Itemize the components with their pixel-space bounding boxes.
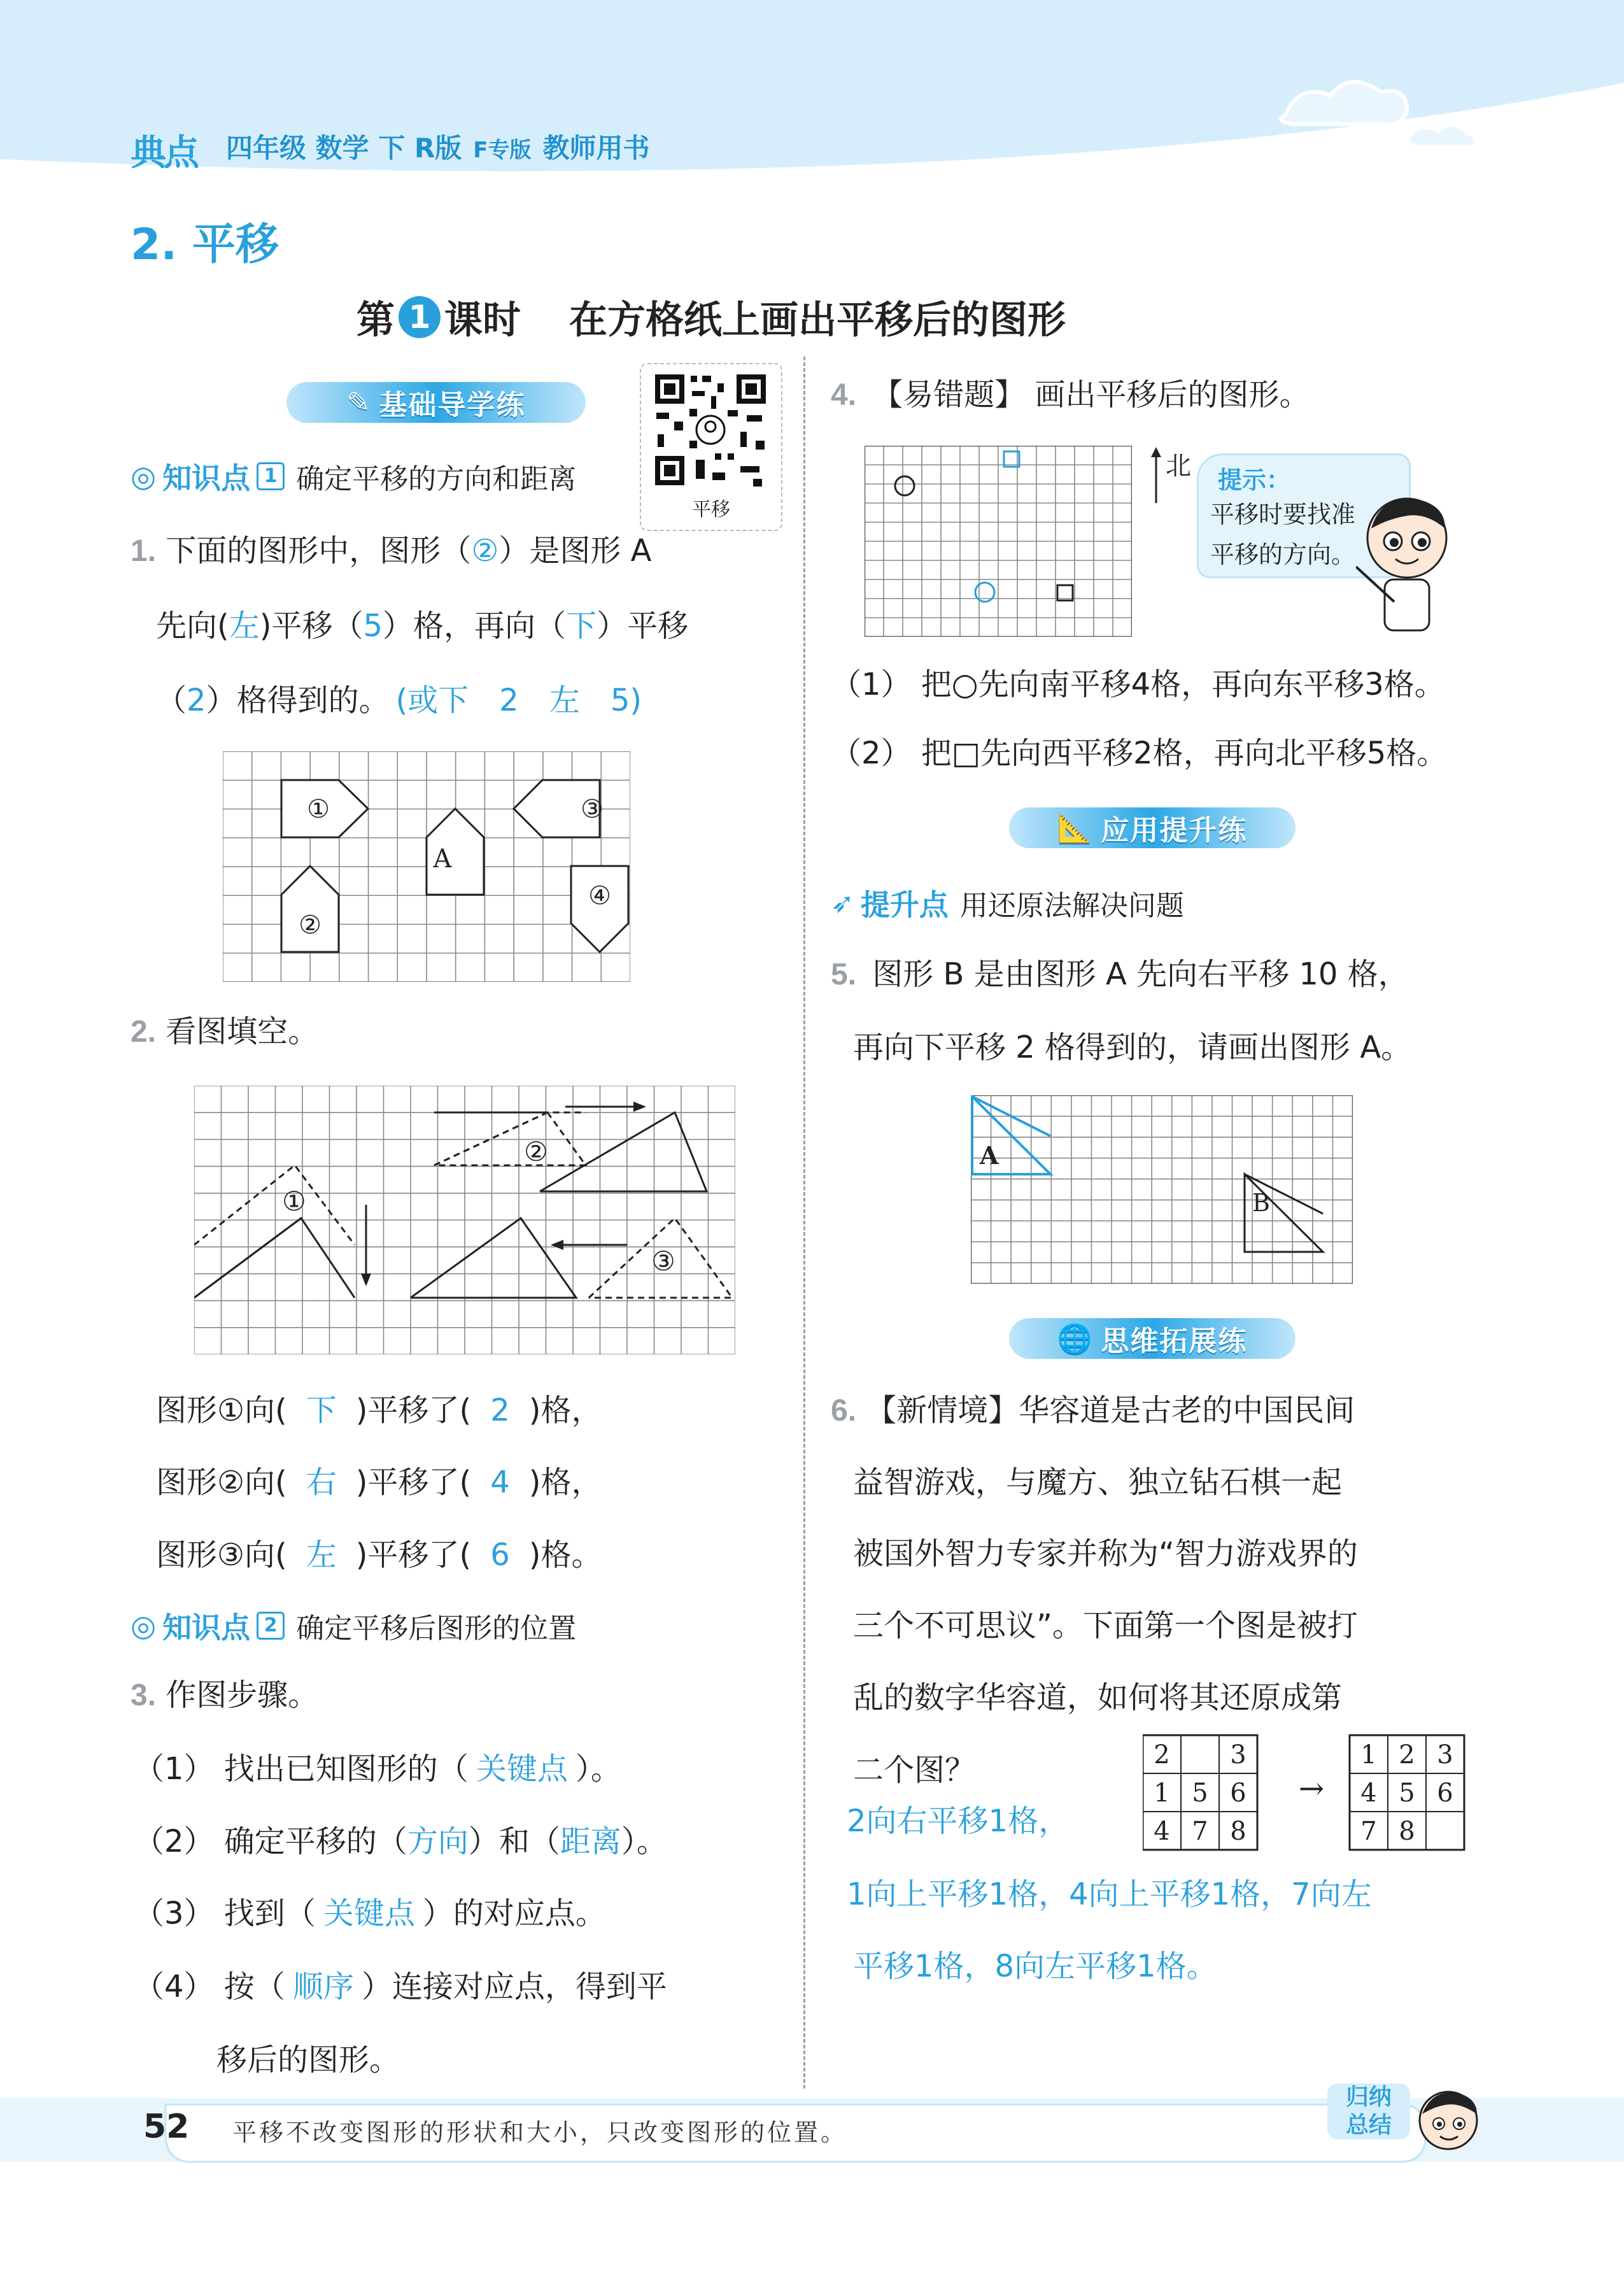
q6-text: 【新情境】华容道是古老的中国民间: [866, 1393, 1355, 1428]
q6-line3: 被国外智力专家并称为“智力游戏界的: [853, 1536, 1358, 1572]
summary-tag-line1: 归纳: [1345, 2084, 1392, 2110]
puzzle-number: 4: [1360, 1778, 1377, 1808]
huarong-puzzle-figure: [1143, 1729, 1499, 1856]
q6-line2: 益智游戏，与魔方、独立钻石棋一起: [853, 1465, 1343, 1500]
brand-logo: [131, 125, 220, 174]
q5-label-A: A: [980, 1141, 999, 1170]
q5-grid-figure: [971, 1095, 1353, 1284]
q2-text: )平移了(: [355, 1537, 472, 1573]
q3-step1: [134, 1750, 621, 1788]
q5-label-B: B: [1252, 1189, 1270, 1217]
q1-text: ）平移: [597, 608, 689, 644]
q1-text: 先向(: [156, 608, 229, 644]
q3-text: ）。: [621, 1824, 667, 1859]
edition-text: F专版: [473, 138, 532, 163]
q6-answer-line1: 2向右平移1格，: [847, 1803, 1070, 1839]
q2-label-3: ③: [651, 1246, 675, 1277]
puzzle-solved: [1350, 1735, 1464, 1850]
q1-label-4: ④: [588, 881, 611, 911]
q3-text: ）连接对应点，得到平: [361, 1969, 667, 2005]
q1-text: ）格得到的。: [206, 683, 390, 718]
lesson-topic: 在方格纸上画出平移后的图形: [569, 298, 1066, 343]
q2-answer-dist3[interactable]: 6: [490, 1537, 510, 1573]
q1-line3: [156, 681, 642, 720]
target-icon: ◎: [131, 1608, 157, 1643]
q2-text: )平移了(: [355, 1465, 472, 1500]
q6-answer-line3: 平移1格，8向左平移1格。: [853, 1949, 1217, 1984]
hint-line-2: 平移的方向。: [1210, 541, 1356, 569]
q2-answer-dist2[interactable]: 4: [490, 1465, 510, 1500]
puzzle-number: 2: [1399, 1740, 1415, 1770]
puzzle-number: 5: [1192, 1778, 1208, 1808]
q3-text: （1） 找出已知图形的（: [134, 1751, 469, 1787]
north-indicator: [1149, 446, 1191, 503]
puzzle-cell: [1181, 1735, 1219, 1773]
series-text: 四年级 数学 下 R版: [226, 132, 462, 164]
q1-answer-dist1[interactable]: 5: [363, 608, 383, 644]
puzzle-number: 3: [1437, 1740, 1453, 1770]
puzzle-number: 1: [1360, 1740, 1377, 1770]
q2-grid-figure: [194, 1086, 735, 1354]
puzzle-number: 1: [1154, 1778, 1170, 1808]
q2-text: )平移了(: [355, 1393, 472, 1428]
q3-text: ）。: [575, 1751, 621, 1787]
basic-practice-label: 基础导学练: [379, 389, 526, 422]
q4-circle-original: [895, 476, 914, 495]
q3-answer-key-point[interactable]: 关键点: [476, 1751, 568, 1787]
q2-text: 看图填空。: [166, 1014, 319, 1049]
q1-label-1: ①: [307, 795, 330, 824]
q3-text: （2） 确定平移的（: [134, 1824, 407, 1859]
q3-text: （4） 按（: [134, 1969, 285, 2005]
q6-answer-line2: 1向上平移1格，4向上平移1格，7向左: [847, 1877, 1372, 1912]
q5-line1: [831, 955, 1409, 994]
q2-shape-3: [411, 1218, 576, 1298]
q2-title: [131, 1012, 318, 1051]
cartoon-boy-icon: [1356, 490, 1458, 637]
summary-text: 平移不改变图形的形状和大小，只改变图形的位置。: [232, 2119, 848, 2147]
q2-answer-dist1[interactable]: 2: [490, 1393, 510, 1428]
puzzle-number: 5: [1399, 1778, 1415, 1808]
q2-answer-dir1[interactable]: 下: [306, 1393, 337, 1428]
q1-line2: [156, 607, 688, 645]
qr-caption: 平移: [692, 499, 730, 521]
q3-step3: [134, 1894, 606, 1933]
q1-text: （: [156, 683, 187, 718]
basic-practice-banner: [286, 382, 586, 423]
q3-step4: [134, 1968, 667, 2006]
knowledge-point-number: 2: [257, 1612, 285, 1640]
summary-tag: [1327, 2084, 1410, 2140]
q2-number: 2.: [131, 1015, 157, 1049]
puzzle-scrambled: [1143, 1735, 1257, 1850]
hint-title: 提示：: [1218, 466, 1291, 494]
knowledge-point-number: 1: [257, 462, 285, 490]
book-series: [226, 127, 649, 166]
lesson-title: [357, 290, 1066, 344]
puzzle-number: 7: [1360, 1817, 1377, 1846]
qr-code[interactable]: [640, 363, 782, 531]
q2-shape-1-dashed: [194, 1165, 355, 1245]
q2-shape-2-dashed: [434, 1112, 586, 1165]
upgrade-point-text: 用还原法解决问题: [959, 890, 1184, 922]
q4-number: 4.: [831, 378, 857, 412]
q1-text: 下面的图形中，图形（: [166, 533, 472, 569]
q1-line1: [131, 532, 651, 571]
page-number: 52: [143, 2108, 190, 2146]
think-practice-banner: [1009, 1318, 1296, 1359]
q3-answer-key-point-2[interactable]: 关键点: [323, 1896, 415, 1931]
q1-answer-shape[interactable]: ②: [471, 533, 499, 569]
section-title: 2. 平移: [131, 220, 279, 270]
q6-number: 6.: [831, 1394, 857, 1428]
brand-text: 典点: [131, 132, 197, 174]
upgrade-point: [831, 882, 1184, 924]
q2-row3: [156, 1536, 602, 1574]
q1-grid-figure: [223, 751, 630, 982]
qr-code-icon: [651, 371, 770, 489]
q3-step2: [134, 1822, 667, 1861]
q5-text: 图形 B 是由图形 A 先向右平移 10 格，: [872, 956, 1409, 992]
q1-alternative-answer: (或下 2 左 5): [395, 683, 642, 718]
q2-row1: [156, 1391, 602, 1430]
q3-number: 3.: [131, 1679, 157, 1712]
q6-line4: 三个不可思议”。下面第一个图是被打: [853, 1608, 1358, 1644]
target-icon: ◎: [131, 459, 157, 493]
q1-label-2: ②: [299, 911, 321, 940]
puzzle-number: 7: [1192, 1817, 1208, 1846]
q3-text: ）的对应点。: [422, 1896, 606, 1931]
q4-grid-figure: [865, 446, 1132, 637]
q2-text: 图形②向(: [156, 1465, 287, 1500]
q6-line1: [831, 1391, 1355, 1430]
puzzle-number: 6: [1230, 1778, 1246, 1808]
lesson-number-badge: 1: [399, 296, 441, 338]
q2-row2: [156, 1463, 602, 1502]
q4-title: [831, 376, 1310, 415]
puzzle-arrow-icon: →: [1298, 1771, 1325, 1807]
puzzle-number: 2: [1154, 1740, 1170, 1770]
summary-tag-line2: 总结: [1345, 2112, 1392, 2138]
q5-number: 5.: [831, 958, 857, 991]
q6-line5: 乱的数字华容道，如何将其还原成第: [853, 1680, 1343, 1715]
lesson-suffix: 课时: [444, 298, 521, 343]
apply-practice-banner: [1009, 807, 1296, 848]
knowledge-point-text: 确定平移的方向和距离: [296, 463, 577, 495]
q3-answer-distance[interactable]: 距离: [560, 1824, 621, 1859]
q4-instruction-1: （1） 把○先向南平移4格，再向东平移3格。: [831, 667, 1445, 702]
q2-text: 图形①向(: [156, 1393, 287, 1428]
book-type-text: 教师用书: [542, 132, 650, 164]
compass-icon: ✎: [346, 386, 372, 419]
q3-text: ）和（: [468, 1824, 560, 1859]
knowledge-point-tag: 知识点: [162, 1610, 251, 1645]
north-label: 北: [1166, 451, 1191, 481]
q6-line6: 二个图？: [853, 1752, 976, 1788]
puzzle-number: 4: [1154, 1817, 1170, 1846]
knowledge-point-tag: 知识点: [162, 461, 251, 495]
q2-label-1: ①: [282, 1186, 306, 1217]
lesson-prefix: 第: [357, 298, 395, 343]
q5-line2: 再向下平移 2 格得到的，请画出图形 A。: [853, 1030, 1412, 1065]
q1-text: ）是图形 A: [498, 533, 652, 569]
q1-label-3: ③: [581, 795, 604, 824]
apply-practice-label: 应用提升练: [1101, 814, 1248, 847]
q2-answer-dir3[interactable]: 左: [306, 1537, 337, 1573]
q1-text: ）格，再向（: [383, 608, 567, 644]
q1-label-A: A: [433, 844, 452, 874]
q1-answer-dir1[interactable]: 左: [229, 608, 260, 644]
q3-text: 作图步骤。: [166, 1677, 319, 1713]
north-arrow-icon: [1149, 446, 1163, 503]
globe-icon: 🌐: [1057, 1323, 1094, 1355]
q1-text: )平移（: [259, 608, 364, 644]
q3-text: （3） 找到（: [134, 1896, 316, 1931]
puzzle-number: 8: [1399, 1817, 1415, 1846]
q2-text: 图形③向(: [156, 1537, 287, 1573]
ruler-icon: 📐: [1057, 812, 1094, 844]
knowledge-point-2: [131, 1605, 576, 1647]
q2-answer-dir2[interactable]: 右: [306, 1465, 337, 1500]
q2-text: )格，: [528, 1465, 602, 1500]
q3-answer-direction[interactable]: 方向: [407, 1824, 469, 1859]
q1-answer-dist2[interactable]: 2: [187, 683, 206, 718]
q3-answer-order[interactable]: 顺序: [292, 1969, 354, 2005]
puzzle-number: 3: [1230, 1740, 1246, 1770]
q2-text: )格，: [528, 1393, 602, 1428]
q4-text: 【易错题】 画出平移后的图形。: [872, 377, 1310, 413]
think-practice-label: 思维拓展练: [1101, 1325, 1248, 1358]
hint-line-1: 平移时要找准: [1210, 501, 1356, 529]
rocket-icon: ➶: [831, 886, 854, 919]
puzzle-number: 8: [1230, 1817, 1246, 1846]
footer-cartoon-icon: [1413, 2085, 1483, 2162]
knowledge-point-1: [131, 455, 576, 497]
puzzle-number: 6: [1437, 1778, 1453, 1808]
q2-shape-1: [194, 1218, 355, 1298]
column-divider: [803, 357, 805, 2089]
upgrade-point-tag: 提升点: [860, 888, 949, 922]
q4-instruction-2: （2） 把□先向西平移2格，再向北平移5格。: [831, 735, 1448, 771]
q1-answer-dir2[interactable]: 下: [566, 608, 597, 644]
q2-text: )格。: [528, 1537, 602, 1573]
q3-title: [131, 1676, 318, 1715]
q3-step4-cont: 移后的图形。: [216, 2042, 400, 2078]
puzzle-cell: [1426, 1812, 1464, 1850]
knowledge-point-text: 确定平移后图形的位置: [296, 1612, 577, 1645]
q2-label-2: ②: [524, 1136, 548, 1167]
q1-number: 1.: [131, 534, 157, 568]
